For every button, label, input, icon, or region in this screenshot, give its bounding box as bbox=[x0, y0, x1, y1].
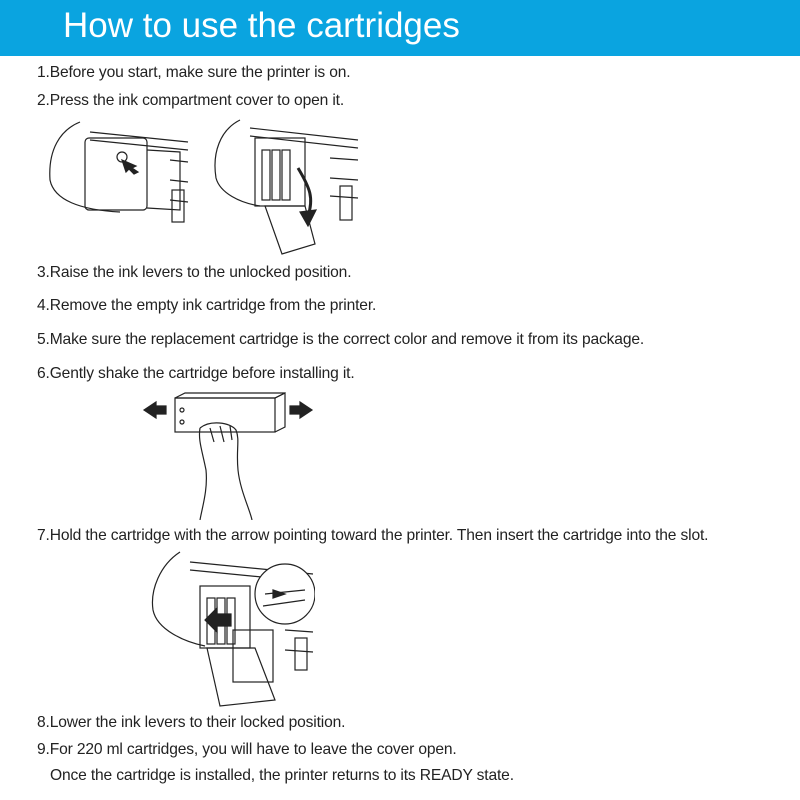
step-3: 3.Raise the ink levers to the unlocked position. bbox=[37, 264, 352, 281]
step-4: 4.Remove the empty ink cartridge from the printer. bbox=[37, 297, 377, 314]
step-6: 6.Gently shake the cartridge before installing it. bbox=[37, 365, 355, 382]
step-9: 9.For 220 ml cartridges, you will have to leave the cover open. bbox=[37, 741, 457, 758]
step-8: 8.Lower the ink levers to their locked position. bbox=[37, 714, 346, 731]
page-title: How to use the cartridges bbox=[63, 6, 460, 45]
step-5: 5.Make sure the replacement cartridge is the correct color and remove it from its package. bbox=[37, 331, 645, 348]
shake-cartridge-illustration bbox=[140, 390, 320, 520]
press-cover-illustration bbox=[40, 120, 190, 230]
insert-cartridge-illustration bbox=[145, 550, 315, 710]
step-7: 7.Hold the cartridge with the arrow pointing toward the printer. Then insert the cartridge into the slot. bbox=[37, 527, 709, 544]
header-bar bbox=[0, 0, 800, 56]
step-9-continuation: Once the cartridge is installed, the printer returns to its READY state. bbox=[50, 767, 514, 784]
step-1: 1.Before you start, make sure the printer is on. bbox=[37, 64, 351, 81]
step-2: 2.Press the ink compartment cover to open it. bbox=[37, 92, 345, 109]
open-cover-illustration bbox=[210, 118, 360, 258]
